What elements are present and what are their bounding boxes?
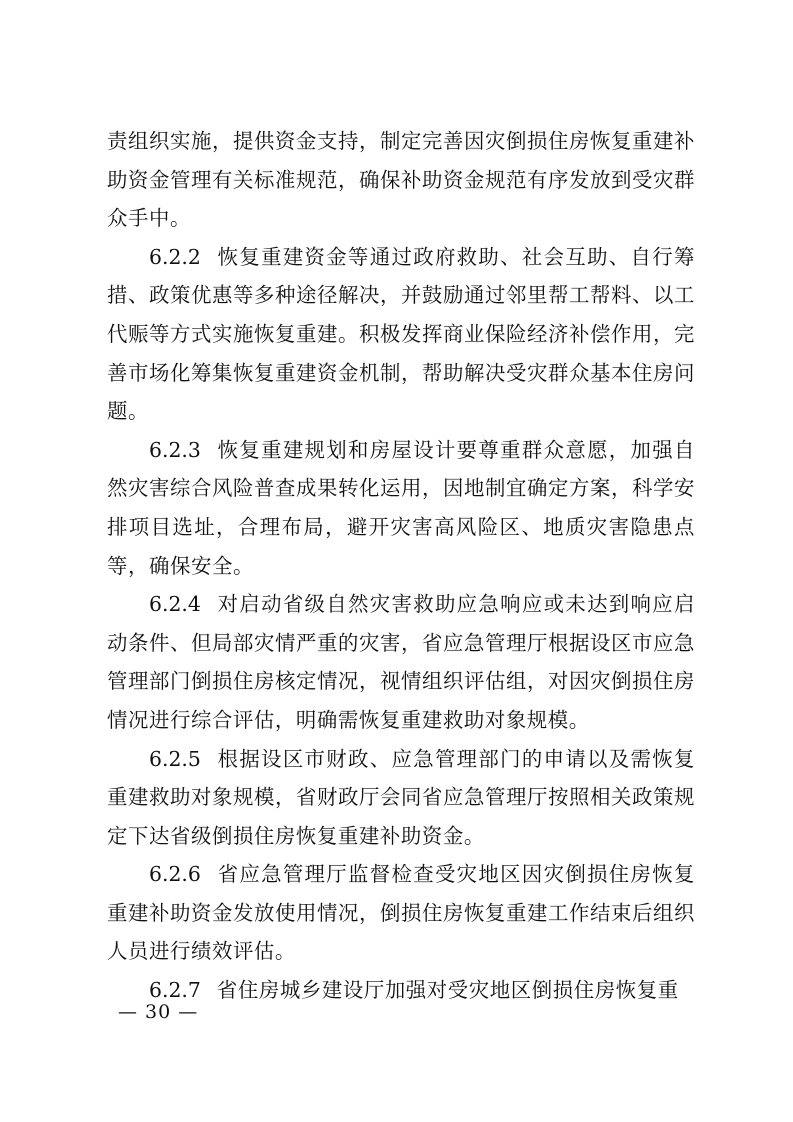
- section-number: 6.2.3: [149, 437, 201, 462]
- section-number: 6.2.7: [149, 978, 201, 1003]
- body-text: [107, 122, 695, 1010]
- paragraph-text: 恢复重建资金等通过政府救助、社会互助、自行筹措、政策优惠等多种途径解决，并鼓励通过邻里帮工帮料、以工代赈等方式实施恢复重建。积极发挥商业保险经济补偿作用，完善市场化筹集恢复重建资金机制，帮助解决受灾群众基本住房问题。: [107, 244, 695, 424]
- paragraph-text: 责组织实施，提供资金支持，制定完善因灾倒损住房恢复重建补助资金管理有关标准规范，确保补助资金规范有序发放到受灾群众手中。: [107, 129, 695, 231]
- paragraph-text: 对启动省级自然灾害救助应急响应或未达到响应启动条件、但局部灾情严重的灾害，省应急管理厅根据设区市应急管理部门倒损住房核定情况，视情组织评估组，对因灾倒损住房情况进行综合评估，明确需恢复重建救助对象规模。: [107, 592, 695, 732]
- section-number: 6.2.6: [149, 862, 201, 887]
- paragraph-text: 根据设区市财政、应急管理部门的申请以及需恢复重建救助对象规模，省财政厅会同省应急管理厅按照相关政策规定下达省级倒损住房恢复重建补助资金。: [107, 746, 695, 848]
- paragraph-6-2-5: [107, 740, 695, 856]
- page-number: — 30 —: [118, 1001, 199, 1023]
- paragraph-text: 恢复重建规划和房屋设计要尊重群众意愿，加强自然灾害综合风险普查成果转化运用，因地制宜确定方案，科学安排项目选址，合理布局，避开灾害高风险区、地质灾害隐患点等，确保安全。: [107, 437, 695, 578]
- section-number: 6.2.4: [149, 592, 201, 617]
- paragraph-text: 省应急管理厅监督检查受灾地区因灾倒损住房恢复重建补助资金发放使用情况，倒损住房恢复重建工作结束后组织人员进行绩效评估。: [107, 862, 695, 964]
- paragraph-6-2-3: [107, 431, 695, 585]
- paragraph-6-2-2: [107, 238, 695, 431]
- paragraph-continuation: [107, 122, 695, 238]
- paragraph-6-2-6: [107, 855, 695, 971]
- section-number: 6.2.5: [149, 746, 201, 771]
- paragraph-6-2-4: [107, 585, 695, 739]
- paragraph-text: 省住房城乡建设厅加强对受灾地区倒损住房恢复重: [216, 978, 679, 1003]
- section-number: 6.2.2: [149, 244, 201, 269]
